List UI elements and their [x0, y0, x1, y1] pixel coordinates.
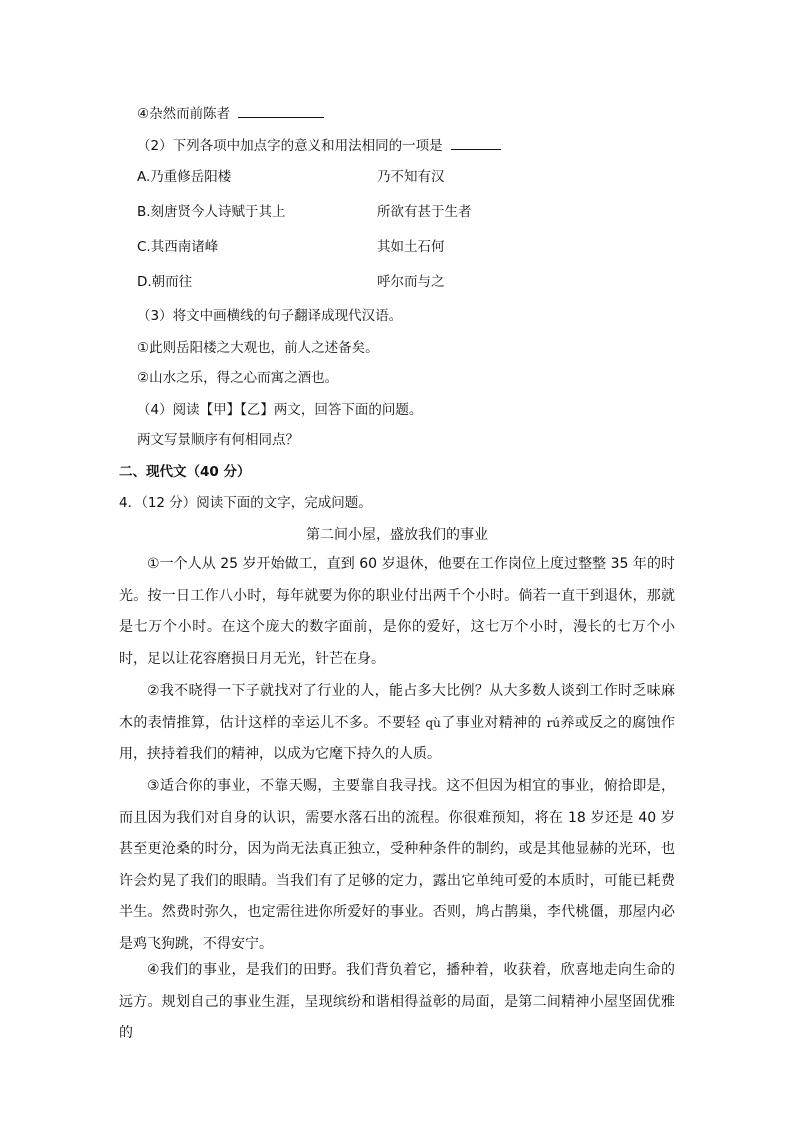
option-a-left: A.乃重修岳阳楼: [137, 169, 232, 185]
q3-sentence-1: ①此则岳阳楼之大观也，前人之述备矣。: [137, 340, 379, 356]
q3-sentence-2: ②山水之乐，得之心而寓之酒也。: [137, 370, 339, 386]
q3-item-4: [137, 103, 324, 123]
pinyin-ru: rú: [546, 715, 561, 730]
answer-blank[interactable]: [451, 135, 501, 150]
q3-prompt: （3）将文中画横线的句子翻译成现代汉语。: [137, 308, 403, 324]
article-title: 第二间小屋，盛放我们的事业: [306, 527, 488, 543]
q4-prompt: （4）阅读【甲】【乙】两文，回答下面的问题。: [137, 402, 423, 418]
answer-blank[interactable]: [238, 103, 324, 118]
q3-item-4-text: ④杂然而前陈者: [137, 106, 231, 122]
option-a-right: 乃不知有汉: [377, 169, 445, 185]
q2-prompt-text: （2）下列各项中加点字的意义和用法相同的一项是: [137, 138, 443, 154]
paragraph-4: ④我们的事业，是我们的田野。我们背负着它，播种着，收获着，欣喜地走向生命的远方。规划自己的事业生涯，呈现缤纷和谐相得益彰的局面，是第二间精神小屋坚固优雅的: [119, 962, 675, 1041]
paragraph-1: ①一个人从 25 岁开始做工，直到 60 岁退休，他要在工作岗位上度过整整 35 年的时光。按一日工作八小时，每年就要为你的职业付出两千个小时。倘若一直干到退休，那就是七万个小时。在这个庞大的数字面前，是你的爱好，这七万个小时，漫长的七万个小时，足以让花容磨损日月无光，针芒在身。: [119, 556, 675, 667]
paragraph-2-part-b: 了事业对精神的: [440, 714, 547, 731]
paragraph-2: [119, 676, 675, 771]
q2-prompt: [137, 135, 501, 155]
option-b-right: 所欲有甚于生者: [377, 204, 472, 220]
option-d-right: 呼尔而与之: [377, 274, 445, 290]
option-d-left: D.朝而往: [137, 274, 193, 290]
paragraph-2-part-a: ②我不晓得一下子就找对了行业的人，能占多大比例？从大多数人谈到工作时乏味麻木的表情推算，估计这样的幸运儿不多。不要轻: [119, 683, 675, 731]
pinyin-qu: qù: [425, 715, 441, 730]
paragraph-3: ③适合你的事业，不靠天赐，主要靠自我寻找。这不但因为相宜的事业，俯拾即是，而且因为我们对自身的认识，需要水落石出的流程。你很难预知，将在 18 岁还是 40 岁甚至更沧桑的时分，因为尚无法真正独立，受种种条件的制约，或是其他显赫的光环，也许会灼晃了我们的眼睛。当我们有了足够的定力，露出它单纯可爱的本质时，可能已耗费半生。然费时弥久，也定需往进你所爱好的事业。否则，鸠占鹊巢，李代桃僵，那屋内必是鸡飞狗跳，不得安宁。: [119, 778, 675, 952]
option-c-left: C.其西南诸峰: [137, 239, 219, 255]
section-heading: 二、现代文（40 分）: [119, 464, 251, 480]
q4-question: 两文写景顺序有何相同点？: [137, 432, 299, 448]
option-b-left: B.刻唐贤今人诗赋于其上: [137, 204, 286, 220]
paragraph-2-part-c: 养或反之的腐蚀作用，挟持着我们的精神，以成为它麾下持久的人质。: [119, 714, 676, 762]
question-4-intro: 4．（12 分）阅读下面的文字，完成问题。: [119, 495, 372, 511]
option-c-right: 其如土石何: [377, 239, 445, 255]
